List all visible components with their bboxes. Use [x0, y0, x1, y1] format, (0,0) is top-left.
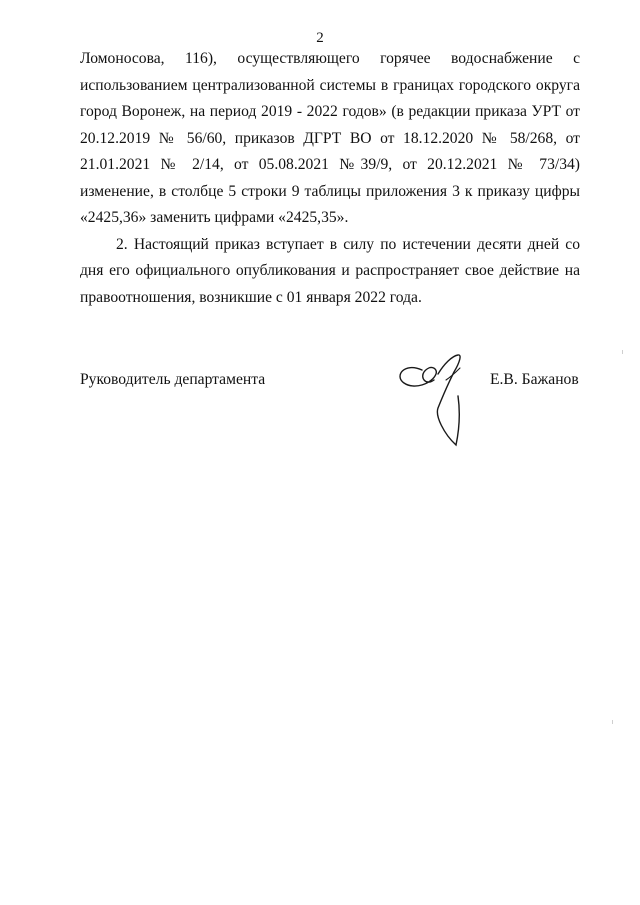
paragraph-continuation: Ломоносова, 116), осуществляющего горячее водоснабжение с использованием централизованной системы в границах городского округа город Воронеж, на период 2019 - 2022 годов» (в редакции приказа УРТ от 20.12.2019 № 56/60, приказов ДГРТ ВО от 18.12.2020 № 58/268, от 21.01.2021 № 2/14, от 05.08.2021 №39/9, от 20.12.2021 № 73/34) изменение, в столбце 5 строки 9 таблицы приложения 3 к приказу цифры «2425,36» заменить цифрами «2425,35». — [80, 50, 580, 226]
page-number: 2 — [316, 30, 324, 46]
scan-speck — [622, 350, 623, 354]
order-body — [80, 46, 580, 311]
signatory-name: Е.В. Бажанов — [490, 371, 579, 388]
paragraph-effective-date: 2. Настоящий приказ вступает в силу по истечении десяти дней со дня его официального опубликования и распространяет свое действие на правоотношения, возникшие с 01 января 2022 года. — [80, 235, 580, 306]
scan-speck — [612, 720, 613, 724]
signatory-position: Руководитель департамента — [80, 371, 266, 388]
handwritten-signature — [390, 350, 480, 450]
